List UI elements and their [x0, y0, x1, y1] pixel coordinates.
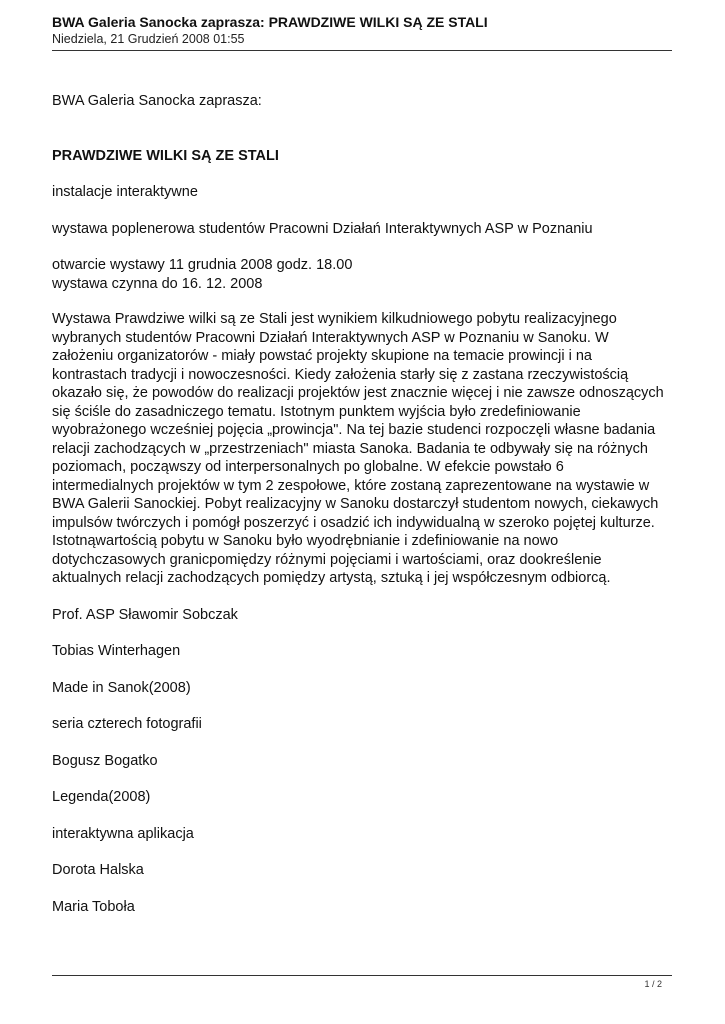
work-description: interaktywna aplikacja: [52, 825, 194, 842]
page-number: 1 / 2: [644, 979, 662, 989]
body-line: dotychczasowych granicpomiędzy różnymi pojęciami i wartościami, oraz dookreślenie: [52, 551, 602, 568]
header-date: Niedziela, 21 Grudzień 2008 01:55: [52, 32, 245, 46]
article-intro: BWA Galeria Sanocka zaprasza:: [52, 93, 262, 109]
body-line: aktualnych relacji zachodzących pomiędzy artystą, sztuką i jej współczesnym odbiorcą.: [52, 570, 611, 586]
article-title: PRAWDZIWE WILKI SĄ ZE STALI: [52, 147, 279, 164]
body-line: relacji zachodzących w „przestrzeniach" miasta Sanoka. Badania te odbywały się na różnych: [52, 440, 648, 457]
article-body: [52, 310, 677, 588]
article-subtitle: instalacje interaktywne: [52, 184, 198, 200]
exhibition-dates: [52, 256, 677, 293]
page-header: [52, 14, 672, 47]
body-line: założeniu organizatorów - miały powstać projekty skupione na temacie prowincji i na: [52, 348, 592, 364]
body-line: Istotnąwartością pobytu w Sanoku było wyodrębnianie i zdefiniowanie na nowo: [52, 533, 559, 549]
work-title: Legenda(2008): [52, 789, 151, 805]
body-line: okazało się, że powodów do realizacji projektów jest znacznie więcej i nie zawsze odnoszących: [52, 385, 664, 401]
header-divider: [52, 50, 672, 51]
work-description: seria czterech fotografii: [52, 716, 202, 732]
body-line: kontrastach tradycji i nowoczesności. Kiedy założenia starły się z zastana rzeczywistością: [52, 366, 629, 383]
opening-date: otwarcie wystawy 11 grudnia 2008 godz. 18.00: [52, 257, 353, 273]
body-line: wyobrażonego wcześniej pojęcia „prowincja". Na tej bazie studenci rozpoczęli własne badania: [52, 422, 656, 438]
exhibition-description: wystawa poplenerowa studentów Pracowni Działań Interaktywnych ASP w Poznaniu: [52, 220, 593, 237]
body-line: Wystawa Prawdziwe wilki są ze Stali jest wynikiem kilkudniowego pobytu realizacyjnego: [52, 311, 617, 327]
body-line: wybranych studentów Pracowni Działań Interaktywnych ASP w Poznaniu w Sanoku. W: [52, 329, 609, 346]
artist-name: Tobias Winterhagen: [52, 643, 181, 659]
closing-date: wystawa czynna do 16. 12. 2008: [52, 275, 263, 292]
body-line: się ściśle do zasadniczego tematu. Istotnym punktem wyjścia było zredefiniowanie: [52, 403, 581, 420]
author-professor: Prof. ASP Sławomir Sobczak: [52, 606, 238, 623]
artist-name: Dorota Halska: [52, 862, 144, 878]
article-content: [52, 92, 677, 934]
body-line: poziomach, począwszy od interpersonalnych po globalne. W efekcie powstało 6: [52, 459, 564, 475]
artist-name: Bogusz Bogatko: [52, 752, 158, 769]
header-title: BWA Galeria Sanocka zaprasza: PRAWDZIWE WILKI SĄ ZE STALI: [52, 14, 488, 30]
work-title: Made in Sanok(2008): [52, 679, 191, 696]
artist-name: Maria Toboła: [52, 898, 135, 915]
footer-divider: [52, 975, 672, 976]
body-line: impulsów twórczych i pomógł poszerzyć i osadzić ich indywidualną w szeroko pojętej kulturze.: [52, 514, 655, 531]
body-line: BWA Galerii Sanockiej. Pobyt realizacyjny w Sanoku dostarczył studentom nowych, ciekawych: [52, 496, 659, 512]
body-line: intermedialnych projektów w tym 2 zespołowe, które zostaną zaprezentowane na wystawie w: [52, 477, 650, 494]
